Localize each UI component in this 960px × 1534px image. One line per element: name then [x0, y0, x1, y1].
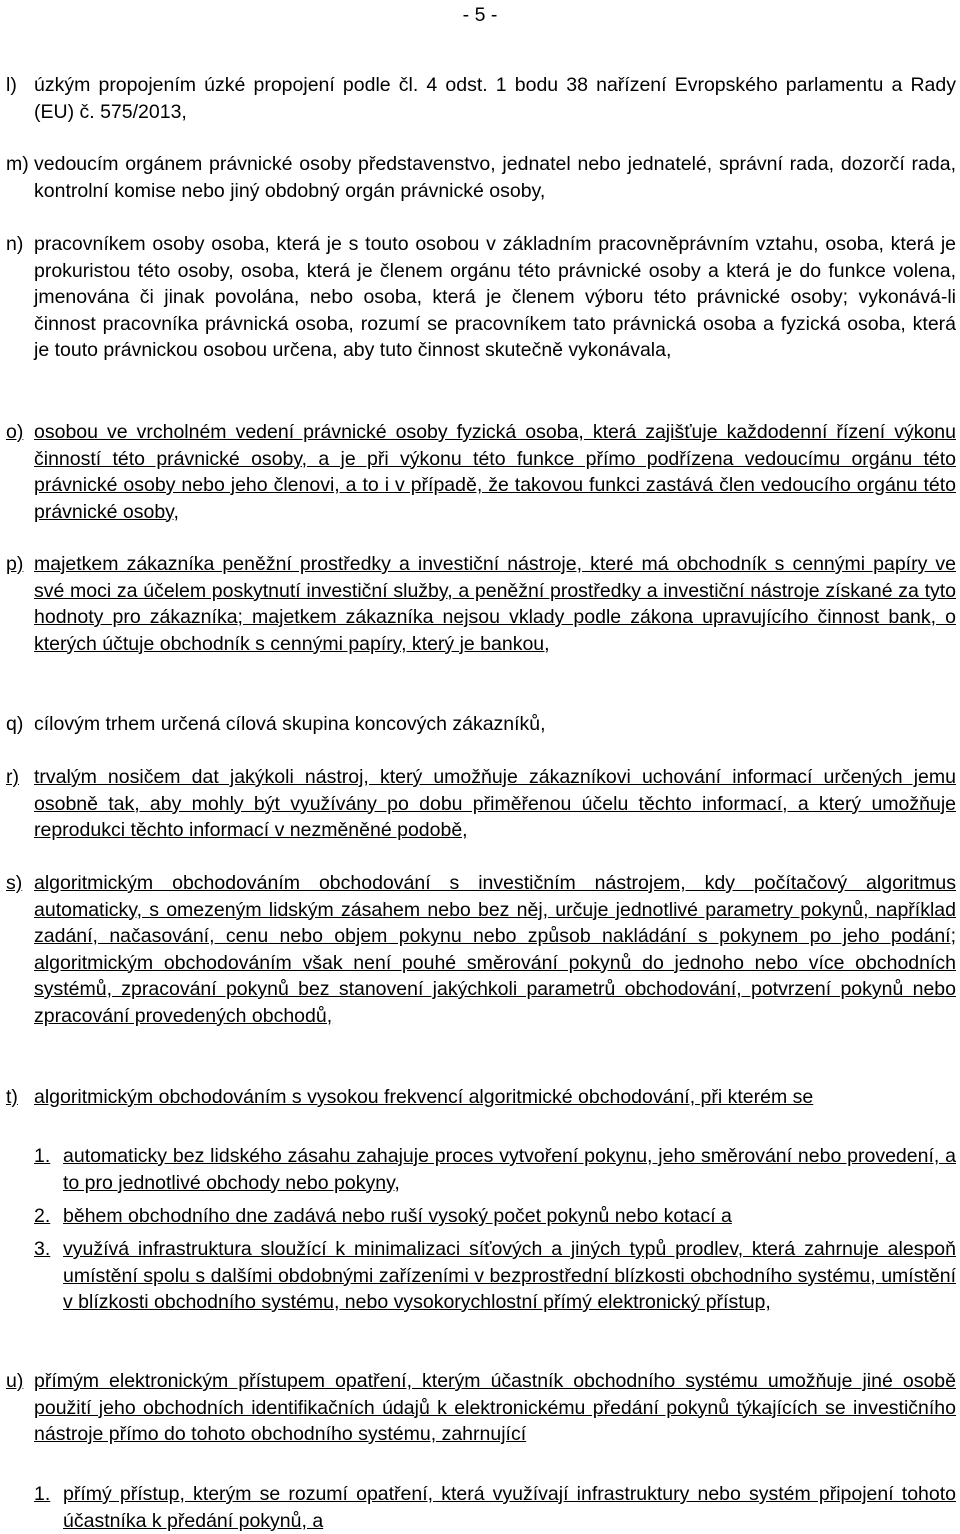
sub-item-text: přímý přístup, kterým se rozumí opatření, která využívají infrastruktury nebo systém připojení tohoto účastníka k předání pokynů, a — [63, 1483, 956, 1532]
item-letter: t) — [6, 1086, 18, 1108]
sub-item-number: 1. — [34, 1483, 51, 1505]
item-letter: o) — [6, 421, 24, 443]
definition-item-p — [6, 551, 956, 657]
item-text: algoritmickým obchodováním s vysokou frekvencí algoritmické obchodování, při kterém se — [34, 1086, 814, 1108]
page-number: - 5 - — [462, 4, 498, 26]
sub-item-number: 2. — [34, 1205, 51, 1227]
item-letter: l) — [6, 74, 17, 96]
item-text: osobou ve vrcholném vedení právnické osoby fyzická osoba, která zajišťuje každodenní řízení výkonu činností této právnické osoby, a je při výkonu této funkce přímo podřízena vedoucímu orgánu této právnické osoby nebo jeho členovi, a to i v případě, že takovou funkci zastává člen vedoucího orgánu této právnické osoby, — [34, 421, 956, 523]
item-text: pracovníkem osoby osoba, která je s touto osobou v základním pracovněprávním vztahu, osoba, která je prokuristou této osoby, osoba, která je členem orgánu této právnické osoby a která je do funkce volena, jmenována či jinak povolána, nebo osoba, která je členem výboru této právnické osoby; vykonává-li činnost pracovníka právnická osoba, rozumí se pracovníkem tato právnická osoba a fyzická osoba, která je touto právnickou osobou určena, aby tuto činnost skutečně vykonávala, — [34, 233, 956, 361]
definition-item-u — [6, 1368, 956, 1448]
definition-item-m — [6, 151, 956, 204]
item-letter: r) — [6, 766, 19, 788]
item-text: cílovým trhem určená cílová skupina koncových zákazníků, — [34, 713, 546, 735]
sub-item-number: 3. — [34, 1238, 51, 1260]
item-text: majetkem zákazníka peněžní prostředky a investiční nástroje, které má obchodník s cennými papíry ve své moci za účelem poskytnutí investiční služby, a peněžní prostředky a investiční nástroje získané za tyto hodnoty pro zákazníka; majetkem zákazníka nejsou vklady podle zákona upravujícího činnost bank, o kterých účtuje obchodník s cennými papíry, který je bankou, — [34, 553, 956, 655]
sub-item-u-1 — [34, 1481, 956, 1534]
sub-item-t-3 — [34, 1236, 956, 1316]
sub-item-t-1 — [34, 1143, 956, 1196]
sub-item-text: využívá infrastruktura sloužící k minimalizaci síťových a jiných typů prodlev, která zahrnuje alespoň umístění spolu s dalšími obdobnými zařízeními v bezprostřední blízkosti obchodního systému, umístění v blízkosti obchodního systému, nebo vysokorychlostní přímý elektronický přístup, — [63, 1238, 956, 1313]
item-text: algoritmickým obchodováním obchodování s investičním nástrojem, kdy počítačový algoritmus automaticky, s omezeným lidským zásahem nebo bez něj, určuje jednotlivé parametry pokynů, například zadání, načasování, cenu nebo objem pokynu nebo způsob nakládání s pokynem po jeho podání; algoritmickým obchodováním však není pouhé směrování pokynů do jednoho nebo více obchodních systémů, zpracování pokynů bez stanovení jakýchkoli parametrů obchodování, potvrzení pokynů nebo zpracování provedených obchodů, — [34, 872, 956, 1027]
item-letter: n) — [6, 233, 24, 255]
sub-item-text: během obchodního dne zadává nebo ruší vysoký počet pokynů nebo kotací a — [63, 1205, 732, 1227]
item-letter: m) — [6, 153, 29, 175]
sub-item-number: 1. — [34, 1145, 51, 1167]
item-text: úzkým propojením úzké propojení podle čl. 4 odst. 1 bodu 38 nařízení Evropského parlamentu a Rady (EU) č. 575/2013, — [34, 74, 956, 123]
item-text: trvalým nosičem dat jakýkoli nástroj, který umožňuje zákazníkovi uchování informací určených jemu osobně tak, aby mohly být využívány po dobu přiměřenou účelu těchto informací, a který umožňuje reprodukci těchto informací v nezměněné podobě, — [34, 766, 956, 841]
definition-item-r — [6, 764, 956, 844]
definition-item-t — [6, 1084, 956, 1111]
definition-item-s — [6, 870, 956, 1029]
sub-item-text: automaticky bez lidského zásahu zahajuje proces vytvoření pokynu, jeho směrování nebo provedení, a to pro jednotlivé obchody nebo pokyny, — [63, 1145, 956, 1194]
definition-item-n — [6, 231, 956, 364]
definition-item-q — [6, 711, 956, 738]
item-text: vedoucím orgánem právnické osoby představenstvo, jednatel nebo jednatelé, správní rada, dozorčí rada, kontrolní komise nebo jiný obdobný orgán právnické osoby, — [34, 153, 956, 202]
definition-item-l — [6, 72, 956, 125]
item-letter: s) — [6, 872, 23, 894]
item-letter: p) — [6, 553, 24, 575]
item-text: přímým elektronickým přístupem opatření, kterým účastník obchodního systému umožňuje jiné osobě použití jeho obchodních identifikačních údajů k elektronickému předání pokynů týkajících se investičního nástroje přímo do tohoto obchodního systému, zahrnující — [34, 1370, 956, 1445]
sub-item-t-2 — [34, 1203, 956, 1230]
definition-item-o — [6, 419, 956, 525]
item-letter: q) — [6, 713, 24, 735]
item-letter: u) — [6, 1370, 24, 1392]
